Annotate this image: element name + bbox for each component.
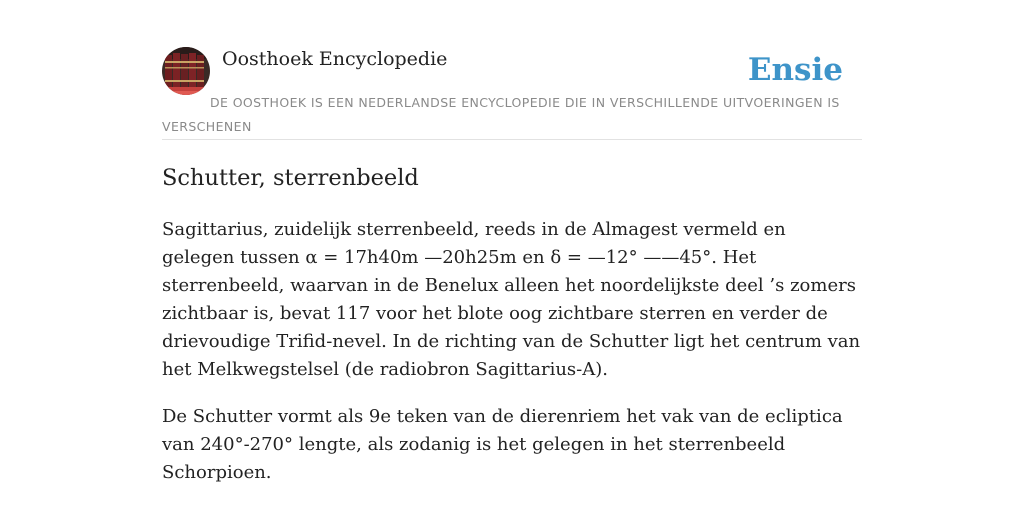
article [162,163,862,487]
article-paragraph: Sagittarius, zuidelijk sterrenbeeld, reeds in de Almagest vermeld en gelegen tussen α = 17h40m —20h25m en δ = —12° ——45°. Het sterrenbeeld, waarvan in de Benelux alleen het noordelijkste deel ’s zomers zichtbaar is, bevat 117 voor het blote oog zichtbare sterren en verder de drievoudige Trifid-nevel. In de richting van de Schutter ligt het centrum van het Melkwegstelsel (de radiobron Sagittarius-A). [162,219,861,380]
site-title[interactable]: Oosthoek Encyclopedie [222,48,448,70]
brand-logo[interactable]: Ensie [747,52,843,88]
site-header [162,46,862,140]
article-paragraph: De Schutter vormt als 9e teken van de dierenriem het vak van de ecliptica van 240°-270° lengte, als zodanig is het gelegen in het sterrenbeeld Schorpioen. [162,406,843,483]
article-title: Schutter, sterrenbeeld [162,165,419,191]
encyclopedia-books-icon[interactable] [162,47,210,95]
header-divider [162,139,862,140]
site-tagline: DE OOSTHOEK IS EEN NEDERLANDSE ENCYCLOPEDIE DIE IN VERSCHILLENDE UITVOERINGEN IS VERSCHENEN [162,95,840,134]
